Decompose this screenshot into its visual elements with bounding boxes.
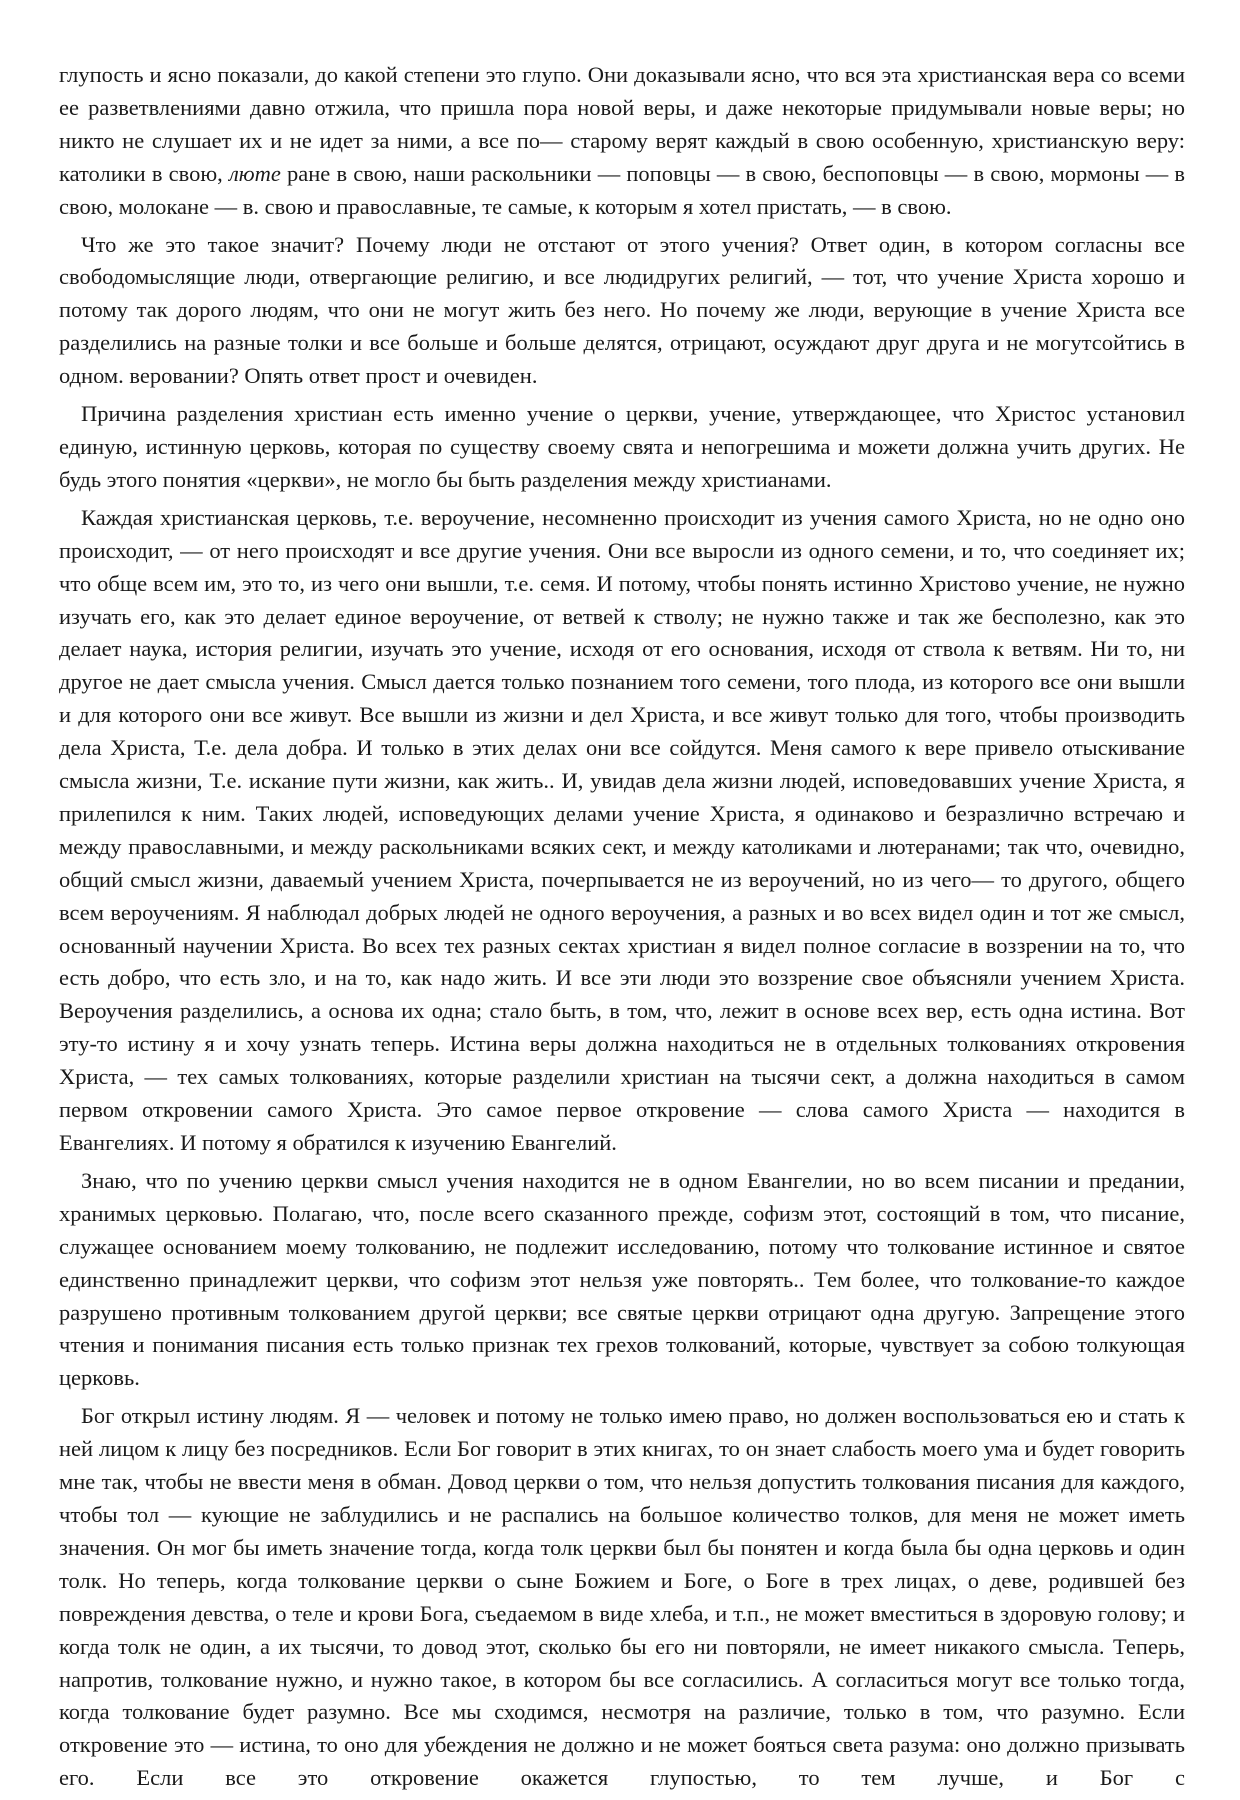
paragraph-3: Причина разделения христиан есть именно учение о церкви, учение, утверждающее, что Христос установил единую, истинную церковь, которая по существу своему свята и непогрешима и можети должна учить других. Не будь этого понятия «церкви», не могло бы быть разделения между христианами. xyxy=(59,401,1185,492)
paragraph-4: Каждая христианская церковь, т.е. вероучение, несомненно происходит из учения самого Христа, но не одно оно происходит, — от него происходят и все другие учения. Они все выросли из одного семени, и то, что соединяет их; что обще всем им, это то, из чего они вышли, т.е. семя. И потому, чтобы понять истинно Христово учение, не нужно изучать его, как это делает единое вероучение, от ветвей к стволу; не нужно также и так же бесполезно, как это делает наука, история религии, изучать это учение, исходя от его основания, исходя от ствола к ветвям. Ни то, ни другое не дает смысла учения. Смысл дается только познанием того семени, того плода, из которого все они вышли и для которого они все живут. Все вышли из жизни и дел Христа, и все живут только для того, чтобы производить дела Христа, Т.е. дела добра. И только в этих делах они все сойдутся. Меня самого к вере привело отыскивание смысла жизни, Т.е. искание пути жизни, как жить.. И, увидав дела жизни людей, исповедовавших учение Христа, я прилепился к ним. Таких людей, исповедующих делами учение Христа, я одинаково и безразлично встречаю и между православными, и между раскольниками всяких сект, и между католиками и лютеранами; так что, очевидно, общий смысл жизни, даваемый учением Христа, почерпывается не из вероучений, но из чего— то другого, общего всем вероучениям. Я наблюдал добрых людей не одного вероучения, а разных и во всех видел один и тот же смысл, основанный научении Христа. Во всех тех разных сектах христиан я видел полное согласие в воззрении на то, что есть добро, что есть зло, и на то, как надо жить. И все эти люди это воззрение свое объясняли учением Христа. Вероучения разделились, а основа их одна; стало быть, в том, что, лежит в основе всех вер, есть одна истина. Вот эту-то истину я и хочу узнать теперь. Истина веры должна находиться не в отдельных толкованиях откровения Христа, — тех самых толкованиях, которые разделили христиан на тысячи сект, а должна находиться в самом первом откровении самого Христа. Это самое первое откровение — слова самого Христа — находится в Евангелиях. И потому я обратился к изучению Евангелий. xyxy=(59,504,1185,1155)
paragraph-1-after: ране в свою, наши раскольники — поповцы — в свою, беспоповцы — в свою, мормоны — в свою, молокане — в. свою и православные, те самые, к которым я хотел пристать, — в свою. xyxy=(59,160,1185,219)
paragraph-6: Бог открыл истину людям. Я — человек и потому не только имею право, но должен воспользоваться ею и стать к ней лицом к лицу без посредников. Если Бог говорит в этих книгах, то он знает слабость моего ума и будет говорить мне так, чтобы не ввести меня в обман. Довод церкви о том, что нельзя допустить толкования писания для каждого, чтобы тол — кующие не заблудились и не распались на большое количество толков, для меня не может иметь значения. Он мог бы иметь значение тогда, когда толк церкви был бы понятен и когда была бы одна церковь и один толк. Но теперь, когда толкование церкви о сыне Божием и Боге, о Боге в трех лицах, о деве, родившей без повреждения девства, о теле и крови Бога, съедаемом в виде хлеба, и т.п., не может вместиться в здоровую голову; и когда толк не один, а их тысячи, то довод этот, сколько бы его ни повторяли, не имеет никакого смысла. Теперь, напротив, толкование нужно, и нужно такое, в котором бы все согласились. А согласиться могут все только тогда, когда толкование будет разумно. Все мы сходимся, несмотря на различие, только в том, что разумно. Если откровение это — истина, то оно для убеждения не должно и не может бояться света разума: оно должно призывать его. Если все это откровение окажется глупостью, то тем лучше, и Бог с xyxy=(59,1403,1185,1791)
paragraph-5: Знаю, что по учению церкви смысл учения находится не в одном Евангелии, но во всем писании и предании, хранимых церковью. Полагаю, что, после всего сказанного прежде, софизм этот, состоящий в том, что писание, служащее основанием моему толкованию, не подлежит исследованию, потому что толкование истинное и святое единственно принадлежит церкви, что софизм этот нельзя уже повторять.. Тем более, что толкование-то каждое разрушено противным толкованием другой церкви; все святые церкви отрицают одна другую. Запрещение этого чтения и понимания писания есть только признак тех грехов толкований, которые, чувствует за собою толкующая церковь. xyxy=(59,1167,1185,1391)
paragraph-2: Что же это такое значит? Почему люди не отстают от этого учения? Ответ один, в котором согласны все свободомыслящие люди, отвергающие религию, и все людидругих религий, — тот, что учение Христа хорошо и потому так дорого людям, что они не могут жить без него. Но почему же люди, верующие в учение Христа все разделились на разные толки и все больше и больше делятся, отрицают, осуждают друг друга и не могутсойтись в одном. веровании? Опять ответ прост и очевиден. xyxy=(59,231,1185,389)
paragraph-1-before: глупость и ясно показали, до какой степени это глупо. Они доказывали ясно, что вся эта христианская вера со всеми ее разветвлениями давно отжила, что пришла пора новой веры, и даже некоторые придумывали новые веры; но никто не слушает их и не идет за ними, а все по— старому верят каждый в свою особенную, христианскую веру: католики в свою, xyxy=(59,62,1185,186)
paragraph-1-italic-word: люте xyxy=(228,160,281,186)
document-page xyxy=(59,59,1185,1800)
paragraph-1 xyxy=(59,59,1185,224)
